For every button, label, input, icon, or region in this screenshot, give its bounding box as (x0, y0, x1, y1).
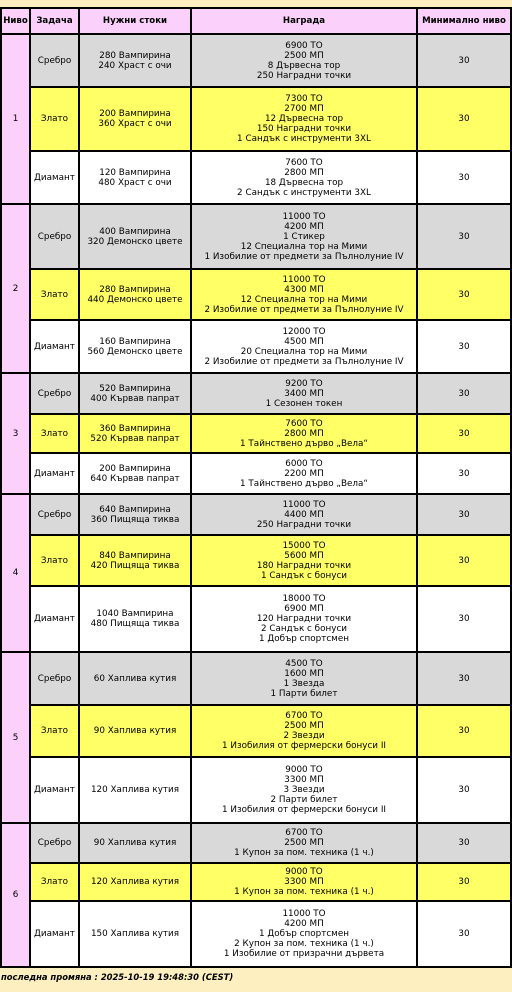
min-level-cell: 30 (417, 204, 511, 269)
reward-cell (191, 652, 417, 705)
reward-line: 1 Звезда (283, 678, 325, 689)
reward-line: 4500 ТО (285, 658, 323, 669)
reward-line: 9200 ТО (285, 378, 323, 389)
reward-line: 1600 МП (284, 668, 324, 679)
goods-line: 60 Хаплива кутия (93, 673, 177, 684)
min-level-cell: 30 (417, 320, 511, 373)
reward-cell (191, 34, 417, 87)
reward-line: 2 Изобилие от предмети за Пълнолуние IV (204, 356, 404, 367)
goods-line: 150 Хаплива кутия (90, 929, 180, 939)
task-cell: Злато (30, 705, 79, 757)
task-cell: Диамант (30, 453, 79, 494)
goods-line: 560 Демонско цвете (87, 346, 183, 357)
goods-line: 90 Хаплива кутия (93, 726, 177, 736)
table-row (1, 652, 511, 705)
rewards-table (0, 7, 512, 968)
reward-line: 1 Добър спортсмен (259, 634, 349, 644)
reward-line: 6000 ТО (285, 458, 323, 469)
header-min-level: Минимално ниво (417, 8, 511, 34)
level-cell: 5 (1, 652, 30, 823)
reward-line: 250 Наградни точки (256, 70, 352, 81)
table-row (1, 757, 511, 823)
reward-line: 12 Дървесна тор (264, 114, 344, 124)
reward-line: 11000 ТО (282, 499, 326, 510)
reward-line: 1 Сандък с инструменти 3XL (237, 134, 371, 144)
goods-line: 400 Вампирина (99, 226, 171, 237)
goods-line: 360 Вампирина (99, 423, 171, 434)
goods-cell (79, 414, 191, 453)
reward-line: 3300 МП (284, 775, 324, 785)
min-level-cell: 30 (417, 269, 511, 320)
goods-cell (79, 494, 191, 535)
goods-cell (79, 204, 191, 269)
reward-cell (191, 373, 417, 414)
reward-line: 4400 МП (284, 509, 324, 520)
reward-cell (191, 269, 417, 320)
task-cell: Сребро (30, 652, 79, 705)
reward-line: 18 Дървесна тор (264, 177, 344, 188)
reward-line: 1 Добър спортсмен (259, 929, 349, 939)
reward-line: 1 Парти билет (270, 688, 338, 699)
reward-line: 15000 ТО (282, 540, 326, 551)
table-row (1, 373, 511, 414)
reward-cell (191, 586, 417, 652)
min-level-cell: 30 (417, 87, 511, 151)
level-cell: 2 (1, 204, 30, 373)
goods-line: 520 Вампирина (99, 383, 171, 394)
reward-line: 2800 МП (284, 428, 324, 439)
header-task: Задача (30, 8, 79, 34)
goods-cell (79, 151, 191, 204)
goods-line: 280 Вампирина (99, 50, 171, 61)
reward-line: 18000 ТО (282, 594, 326, 604)
goods-line: 160 Вампирина (99, 336, 171, 347)
reward-line: 250 Наградни точки (256, 519, 352, 530)
header-goods: Нужни стоки (79, 8, 191, 34)
reward-cell (191, 204, 417, 269)
reward-line: 6900 ТО (285, 40, 323, 51)
reward-line: 2500 МП (284, 838, 324, 848)
reward-line: 2 Звезди (283, 731, 325, 741)
min-level-cell: 30 (417, 757, 511, 823)
reward-cell (191, 757, 417, 823)
reward-line: 2200 МП (284, 468, 324, 479)
min-level-cell: 30 (417, 705, 511, 757)
reward-line: 2 Изобилие от предмети за Пълнолуние IV (204, 304, 404, 315)
goods-line: 360 Храст с очи (98, 119, 172, 129)
level-cell: 4 (1, 494, 30, 652)
task-cell: Диамант (30, 901, 79, 967)
goods-line: 240 Храст с очи (98, 60, 172, 71)
min-level-cell: 30 (417, 494, 511, 535)
task-cell: Сребро (30, 823, 79, 863)
table-row (1, 151, 511, 204)
reward-line: 1 Изобилия от фермерски бонуси II (221, 805, 387, 815)
task-cell: Злато (30, 414, 79, 453)
table-row (1, 414, 511, 453)
reward-line: 7300 ТО (285, 94, 323, 104)
level-cell: 1 (1, 34, 30, 204)
reward-line: 20 Специална тор на Мими (240, 346, 368, 357)
min-level-cell: 30 (417, 652, 511, 705)
reward-line: 2500 МП (284, 721, 324, 731)
table-row (1, 863, 511, 901)
reward-line: 6900 МП (284, 604, 324, 614)
reward-line: 5600 МП (284, 550, 324, 561)
goods-line: 280 Вампирина (99, 284, 171, 295)
goods-line: 200 Вампирина (99, 109, 171, 119)
reward-line: 12000 ТО (282, 326, 326, 337)
reward-line: 2 Парти билет (270, 795, 338, 805)
goods-cell (79, 823, 191, 863)
goods-line: 480 Храст с очи (98, 177, 172, 188)
table-row (1, 535, 511, 586)
reward-cell (191, 705, 417, 757)
reward-line: 11000 ТО (282, 274, 326, 285)
table-row (1, 34, 511, 87)
reward-line: 1 Сезонен токен (265, 398, 343, 409)
reward-line: 4200 МП (284, 221, 324, 232)
reward-line: 3300 МП (284, 877, 324, 887)
task-cell: Злато (30, 863, 79, 901)
reward-line: 1 Сандък с бонуси (260, 570, 348, 581)
goods-cell (79, 757, 191, 823)
goods-line: 640 Вампирина (99, 504, 171, 515)
goods-cell (79, 87, 191, 151)
goods-cell (79, 373, 191, 414)
table-row (1, 204, 511, 269)
level-cell: 6 (1, 823, 30, 967)
table-row (1, 87, 511, 151)
goods-line: 480 Пищяща тиква (90, 619, 180, 629)
task-cell: Злато (30, 87, 79, 151)
min-level-cell: 30 (417, 586, 511, 652)
reward-line: 120 Наградни точки (256, 614, 352, 624)
goods-cell (79, 586, 191, 652)
table-row (1, 823, 511, 863)
reward-line: 4300 МП (284, 284, 324, 295)
reward-line: 4200 МП (284, 919, 324, 929)
table-row (1, 705, 511, 757)
min-level-cell: 30 (417, 373, 511, 414)
goods-line: 120 Хаплива кутия (90, 877, 180, 887)
reward-line: 1 Изобилие от предмети за Пълнолуние IV (204, 251, 404, 262)
reward-line: 3 Звезди (283, 785, 325, 795)
header-level: Ниво (1, 8, 30, 34)
goods-line: 640 Кървав папрат (90, 473, 180, 484)
reward-line: 12 Специална тор на Мими (240, 294, 368, 305)
reward-line: 1 Тайнствено дърво „Вела“ (240, 478, 368, 489)
task-cell: Сребро (30, 494, 79, 535)
reward-line: 2800 МП (284, 167, 324, 178)
reward-line: 7600 ТО (285, 157, 323, 168)
reward-line: 9000 ТО (285, 867, 323, 877)
goods-line: 320 Демонско цвете (87, 236, 183, 247)
table-row (1, 453, 511, 494)
goods-cell (79, 34, 191, 87)
task-cell: Сребро (30, 34, 79, 87)
reward-cell (191, 151, 417, 204)
goods-cell (79, 269, 191, 320)
reward-line: 2 Сандък с бонуси (260, 624, 348, 634)
reward-cell (191, 863, 417, 901)
goods-cell (79, 535, 191, 586)
last-modified: последна промяна : 2025-10-19 19:48:30 (CEST) (1, 972, 234, 982)
level-cell: 3 (1, 373, 30, 494)
header-reward: Награда (191, 8, 417, 34)
task-cell: Злато (30, 269, 79, 320)
reward-line: 2 Сандък с инструменти 3XL (237, 187, 371, 198)
goods-cell (79, 652, 191, 705)
goods-line: 200 Вампирина (99, 463, 171, 474)
reward-line: 3400 МП (284, 388, 324, 399)
reward-line: 1 Стикер (283, 231, 325, 242)
goods-line: 360 Пищяща тиква (90, 514, 180, 525)
reward-line: 1 Купон за пом. техника (1 ч.) (234, 887, 374, 897)
reward-line: 2500 МП (284, 50, 324, 61)
table-row (1, 901, 511, 967)
goods-cell (79, 705, 191, 757)
reward-line: 2 Купон за пом. техника (1 ч.) (234, 939, 374, 949)
min-level-cell: 30 (417, 151, 511, 204)
table-row (1, 320, 511, 373)
reward-line: 1 Изобилие от призрачни дървета (223, 949, 385, 959)
goods-line: 840 Вампирина (99, 550, 171, 561)
reward-line: 180 Наградни точки (256, 560, 352, 571)
header-row (1, 8, 511, 34)
goods-line: 440 Демонско цвете (87, 294, 183, 305)
min-level-cell: 30 (417, 34, 511, 87)
min-level-cell: 30 (417, 901, 511, 967)
reward-line: 1 Изобилия от фермерски бонуси II (221, 741, 387, 751)
task-cell: Диамант (30, 151, 79, 204)
reward-line: 11000 ТО (282, 211, 326, 222)
reward-line: 4500 МП (284, 336, 324, 347)
table-row (1, 586, 511, 652)
goods-line: 520 Кървав папрат (90, 433, 180, 444)
reward-line: 6700 ТО (285, 828, 323, 838)
goods-line: 90 Хаплива кутия (93, 838, 177, 848)
reward-line: 6700 ТО (285, 711, 323, 721)
table-body (1, 34, 511, 967)
min-level-cell: 30 (417, 453, 511, 494)
goods-line: 420 Пищяща тиква (90, 560, 180, 571)
task-cell: Диамант (30, 757, 79, 823)
reward-line: 11000 ТО (282, 909, 326, 919)
goods-cell (79, 863, 191, 901)
goods-line: 1040 Вампирина (96, 609, 174, 619)
task-cell: Злато (30, 535, 79, 586)
reward-line: 8 Дървесна тор (267, 60, 341, 71)
min-level-cell: 30 (417, 414, 511, 453)
table-row (1, 494, 511, 535)
task-cell: Диамант (30, 320, 79, 373)
goods-cell (79, 901, 191, 967)
goods-line: 120 Вампирина (99, 167, 171, 178)
reward-line: 150 Наградни точки (256, 124, 352, 134)
task-cell: Сребро (30, 204, 79, 269)
reward-cell (191, 87, 417, 151)
reward-line: 2700 МП (284, 104, 324, 114)
goods-cell (79, 453, 191, 494)
reward-cell (191, 535, 417, 586)
task-cell: Диамант (30, 586, 79, 652)
reward-line: 9000 ТО (285, 765, 323, 775)
min-level-cell: 30 (417, 535, 511, 586)
reward-line: 7600 ТО (285, 418, 323, 429)
table-row (1, 269, 511, 320)
reward-cell (191, 494, 417, 535)
goods-cell (79, 320, 191, 373)
min-level-cell: 30 (417, 863, 511, 901)
task-cell: Сребро (30, 373, 79, 414)
reward-cell (191, 320, 417, 373)
min-level-cell: 30 (417, 823, 511, 863)
reward-line: 12 Специална тор на Мими (240, 241, 368, 252)
reward-line: 1 Тайнствено дърво „Вела“ (240, 438, 368, 449)
reward-cell (191, 453, 417, 494)
goods-line: 400 Кървав папрат (90, 393, 180, 404)
goods-line: 120 Хаплива кутия (90, 785, 180, 795)
reward-cell (191, 823, 417, 863)
reward-cell (191, 414, 417, 453)
reward-line: 1 Купон за пом. техника (1 ч.) (234, 848, 374, 858)
reward-cell (191, 901, 417, 967)
